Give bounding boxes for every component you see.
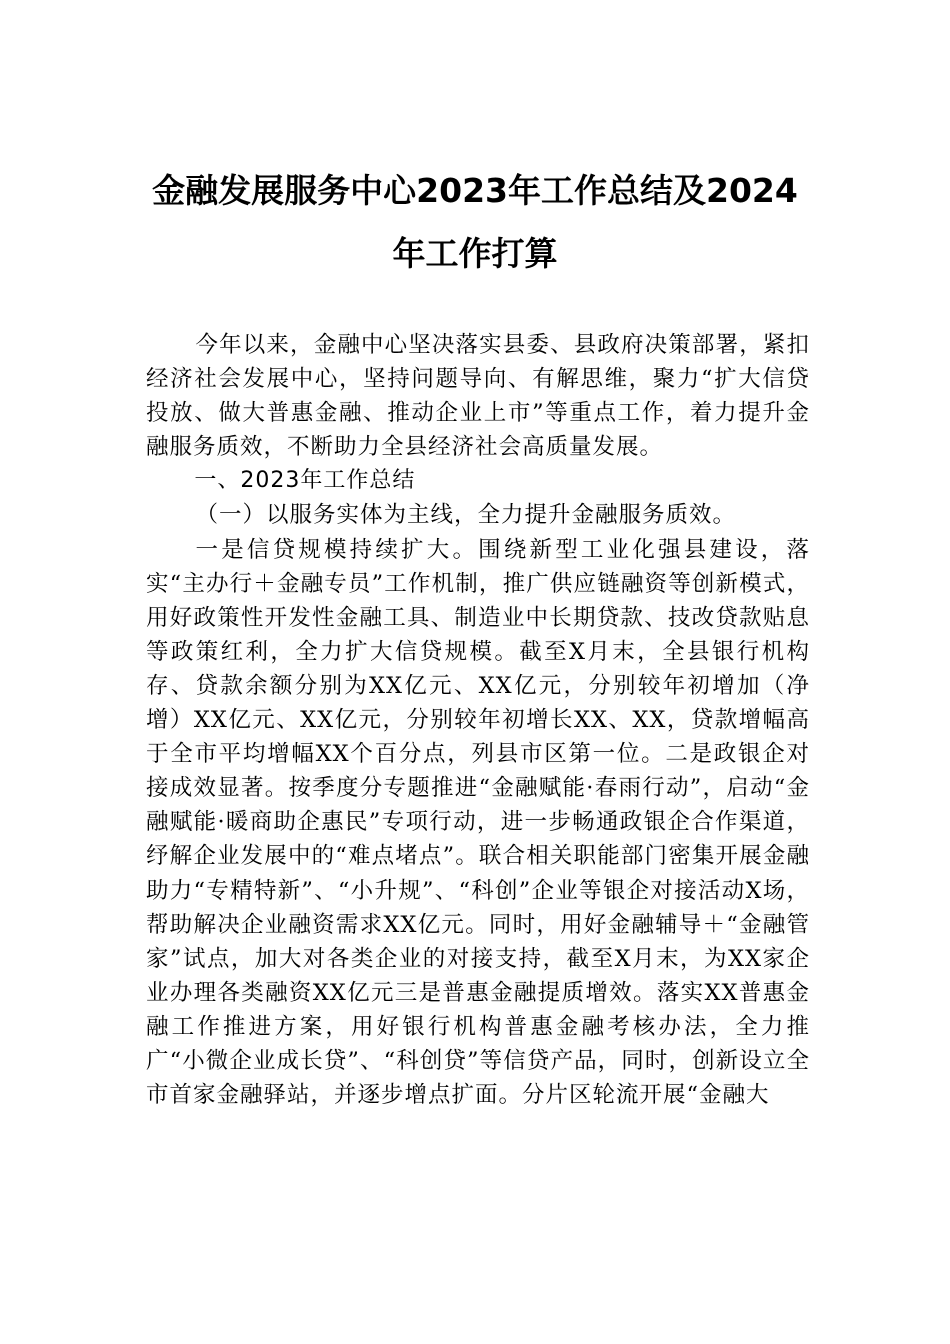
document-title-line-2: 年工作打算 [392, 234, 558, 273]
intro-paragraph: 今年以来，金融中心坚决落实县委、县政府决策部署，紧扣经济社会发展中心，坚持问题导向、有解思维，聚力“扩大信贷投放、做大普惠金融、推动企业上市”等重点工作，着力提升金融服务质效，不断助力全县经济社会高质量发展。 [146, 332, 810, 461]
body-paragraph: 一是信贷规模持续扩大。围绕新型工业化强县建设，落实“主办行＋金融专员”工作机制，推广供应链融资等创新模式，用好政策性开发性金融工具、制造业中长期贷款、技改贷款贴息等政策红利，全力扩大信贷规模。截至X月末，全县银行机构存、贷款余额分别为XX亿元、XX亿元，分别较年初增加（净增）XX亿元、XX亿元，分别较年初增长XX、XX，贷款增幅高于全市平均增幅XX个百分点，列县市区第一位。二是政银企对接成效显著。按季度分专题推进“金融赋能·春雨行动”，启动“金融赋能·暖商助企惠民”专项行动，进一步畅通政银企合作渠道，纾解企业发展中的“难点堵点”。联合相关职能部门密集开展金融助力“专精特新”、“小升规”、“科创”企业等银企对接活动X场，帮助解决企业融资需求XX亿元。同时，用好金融辅导＋“金融管家”试点，加大对各类企业的对接支持，截至X月末，为XX家企业办理各类融资XX亿元三是普惠金融提质增效。落实XX普惠金融工作推进方案，用好银行机构普惠金融考核办法，全力推广“小微企业成长贷”、“科创贷”等信贷产品，同时，创新设立全市首家金融驿站，并逐步增点扩面。分片区轮流开展“金融大 [146, 536, 810, 1109]
document-title-line-1: 金融发展服务中心2023年工作总结及2024 [152, 171, 798, 210]
document-body [146, 328, 810, 1112]
section-heading: 一、2023年工作总结 [194, 468, 416, 494]
subsection-heading: （一）以服务实体为主线，全力提升金融服务质效。 [195, 502, 737, 529]
